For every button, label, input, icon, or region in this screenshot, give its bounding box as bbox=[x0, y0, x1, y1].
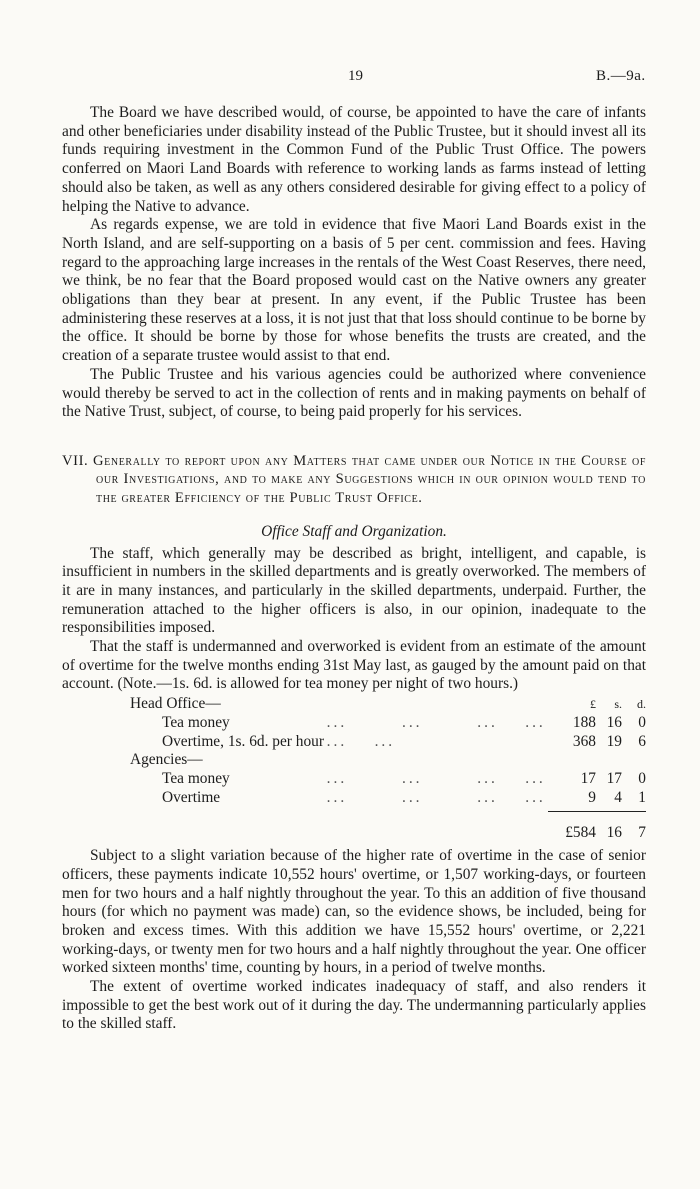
leader-dots: ... ... bbox=[326, 732, 396, 750]
group-row bbox=[62, 695, 646, 714]
body-paragraph: As regards expense, we are told in evidence that five Maori Land Boards exist in the North Island, and are self-supporting on a basis of 5 per cent. commission and fees. Having regard to the approaching large increases in the rentals of the West Coast Reserves, there need, we think, be no fear that the Board proposed would cast on the Native owners any greater obligations than they bear at present. In any event, if the Public Trustee has been administering these reserves at a loss, it is not just that that loss should continue to be borne by the office. It should be borne by those for whose benefits the trusts are created, and the creation of a separate trustee would assist to that end. bbox=[62, 216, 646, 365]
group-label: Head Office— bbox=[130, 695, 221, 713]
shillings-cell: 4 bbox=[614, 788, 622, 806]
pounds-cell: 17 bbox=[580, 769, 596, 787]
shillings-cell: 17 bbox=[606, 769, 622, 787]
group-label: Agencies— bbox=[130, 751, 203, 769]
table-row bbox=[62, 733, 646, 752]
total-pence: 7 bbox=[638, 824, 646, 842]
pounds-cell: 368 bbox=[572, 732, 596, 750]
body-paragraph: That the staff is undermanned and overworked is evident from an estimate of the amount of overtime for the twelve months ending 31st May last, as gauged by the amount paid on that account. (Note.—1s. 6d. is allowed for tea money per night of two hours.) bbox=[62, 638, 646, 693]
leader-dots: ... ... ... ... bbox=[326, 713, 546, 731]
total-pounds: £584 bbox=[565, 824, 596, 842]
item-label: Tea money bbox=[162, 713, 230, 731]
unit-shillings: s. bbox=[614, 697, 622, 712]
pence-cell: 1 bbox=[638, 788, 646, 806]
table-row bbox=[62, 789, 646, 808]
total-shillings: 16 bbox=[606, 824, 622, 842]
pence-cell: 0 bbox=[638, 769, 646, 787]
pence-cell: 0 bbox=[638, 713, 646, 731]
item-label: Tea money bbox=[162, 769, 230, 787]
pounds-cell: 9 bbox=[588, 788, 596, 806]
shillings-cell: 19 bbox=[606, 732, 622, 750]
leader-dots: ... ... ... ... bbox=[326, 769, 546, 787]
group-row bbox=[62, 751, 646, 770]
body-paragraph: The Public Trustee and his various agencies could be authorized where convenience would thereby be served to act in the collection of rents and in making payments on behalf of the Native Trust, subject, of course, to being paid properly for his services. bbox=[62, 365, 646, 421]
total-row bbox=[62, 812, 646, 843]
body-paragraph: The staff, which generally may be described as bright, intelligent, and capable, is insufficient in numbers in the skilled departments and is greatly overworked. The members of it are in many instances, and particularly in the skilled departments, underpaid. Further, the remuneration attached to the higher officers is also, in our opinion, inadequate to the responsibilities imposed. bbox=[62, 544, 646, 637]
pounds-cell: 188 bbox=[572, 713, 596, 731]
body-paragraph: The Board we have described would, of course, be appointed to have the care of infants and other beneficiaries under disability instead of the Public Trustee, but it should invest all its funds requiring investment in the Common Fund of the Public Trust Office. The powers conferred on Maori Land Boards with reference to working lands as farms instead of letting should also be taken, as well as any others considered desirable for giving effect to a policy of helping the Native to advance. bbox=[62, 104, 646, 215]
pence-cell: 6 bbox=[638, 732, 646, 750]
table-row bbox=[62, 770, 646, 789]
table-row bbox=[62, 714, 646, 733]
unit-pence: d. bbox=[637, 697, 646, 712]
shillings-cell: 16 bbox=[606, 713, 622, 731]
body-paragraph: The extent of overtime worked indicates inadequacy of staff, and also renders it impossible to get the best work out of it during the day. The undermanning particularly applies to the skilled staff. bbox=[62, 978, 646, 1033]
overtime-table bbox=[62, 695, 646, 843]
item-label: Overtime bbox=[162, 788, 221, 806]
body-paragraph: Subject to a slight variation because of the higher rate of overtime in the case of senior officers, these payments indicate 10,552 hours' overtime, or 1,507 working-days, or fourteen men for two hours and a half nightly throughout the year. To this an addition of five thousand hours (for which no payment was made) can, so the evidence shows, be included, being for broken and excess times. With this addition we have 15,552 hours' overtime, or 2,221 working-days, or twenty men for two hours and a half nightly throughout the year. One officer worked sixteen months' time, counting by hours, in a period of twelve months. bbox=[62, 847, 646, 977]
leader-dots: ... ... ... ... bbox=[326, 788, 546, 806]
section-heading: VII. Generally to report upon any Matters that came under our Notice in the Course of our Investigations, and to make any Suggestions which in our opinion would tend to the greater Efficiency of the Public Trust Office. bbox=[62, 452, 646, 506]
subheading: Office Staff and Organization. bbox=[261, 522, 447, 540]
page-number: 19 bbox=[348, 68, 363, 84]
unit-pounds: £ bbox=[590, 697, 596, 712]
page-body bbox=[62, 104, 646, 1034]
item-label: Overtime, 1s. 6d. per hour bbox=[162, 732, 324, 750]
report-reference: B.—9a. bbox=[596, 68, 646, 84]
